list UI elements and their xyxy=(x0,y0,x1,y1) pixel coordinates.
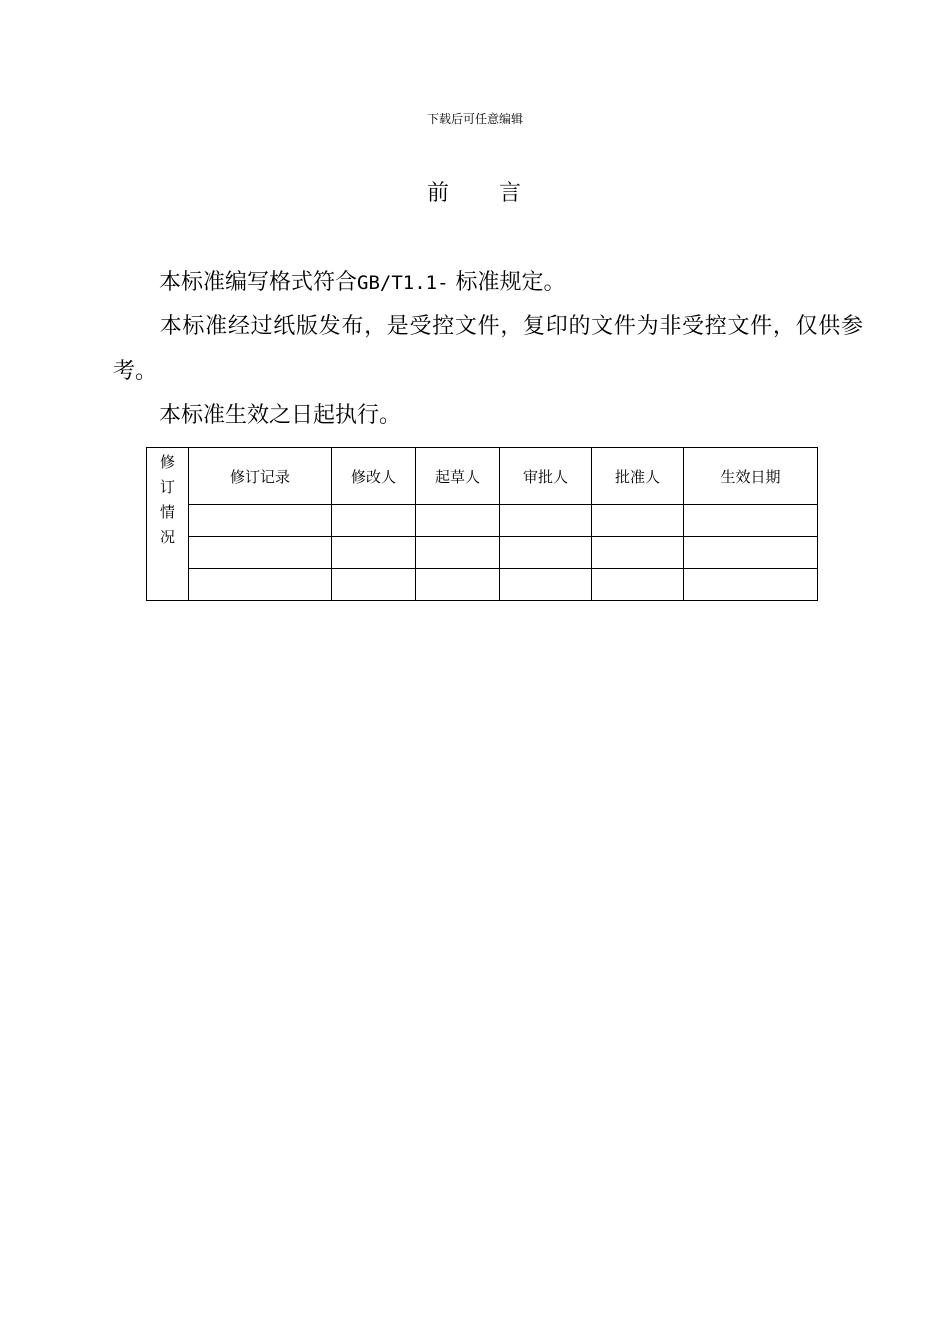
table-cell xyxy=(332,569,416,601)
table-cell xyxy=(189,569,332,601)
table-cell xyxy=(684,505,818,537)
page-title xyxy=(0,180,950,208)
table-cell xyxy=(189,505,332,537)
table-cell xyxy=(592,505,684,537)
table-row xyxy=(147,569,818,601)
header-drafter: 起草人 xyxy=(416,448,500,505)
header-revision-record: 修订记录 xyxy=(189,448,332,505)
table-cell xyxy=(332,537,416,569)
table-cell xyxy=(500,569,592,601)
paragraph-effective-text: 本标准生效之日起执行。 xyxy=(159,403,402,428)
title-left: 前 xyxy=(426,181,451,206)
table-cell xyxy=(500,537,592,569)
revision-side-label-cell xyxy=(147,448,189,601)
table-cell xyxy=(684,569,818,601)
paragraph-control-text: 本标准经过纸版发布，是受控文件，复印的文件为非受控文件，仅供参考。 xyxy=(113,314,863,384)
table-cell xyxy=(416,505,500,537)
paragraph-control xyxy=(113,304,863,394)
table-cell xyxy=(592,569,684,601)
table-cell xyxy=(416,537,500,569)
table-row xyxy=(147,505,818,537)
header-modifier: 修改人 xyxy=(332,448,416,505)
table-cell xyxy=(189,537,332,569)
table-row xyxy=(147,537,818,569)
revision-side-label: 修订情况 xyxy=(159,453,175,546)
paragraph-format xyxy=(113,260,863,306)
table-cell xyxy=(592,537,684,569)
header-approver: 批准人 xyxy=(592,448,684,505)
header-reviewer: 审批人 xyxy=(500,448,592,505)
paragraph-effective xyxy=(113,393,863,438)
table-cell xyxy=(416,569,500,601)
revision-table xyxy=(146,447,818,601)
title-right: 言 xyxy=(499,181,524,206)
standard-code: GB/T1.1- xyxy=(357,272,449,294)
table-cell xyxy=(684,537,818,569)
paragraph-format-text-b: 标准规定。 xyxy=(448,270,566,295)
header-note: 下载后可任意编辑 xyxy=(426,112,523,126)
table-cell xyxy=(500,505,592,537)
revision-table-header-row xyxy=(147,448,818,505)
table-cell xyxy=(332,505,416,537)
header-effective-date: 生效日期 xyxy=(684,448,818,505)
paragraph-format-text-a: 本标准编写格式符合 xyxy=(159,270,358,295)
